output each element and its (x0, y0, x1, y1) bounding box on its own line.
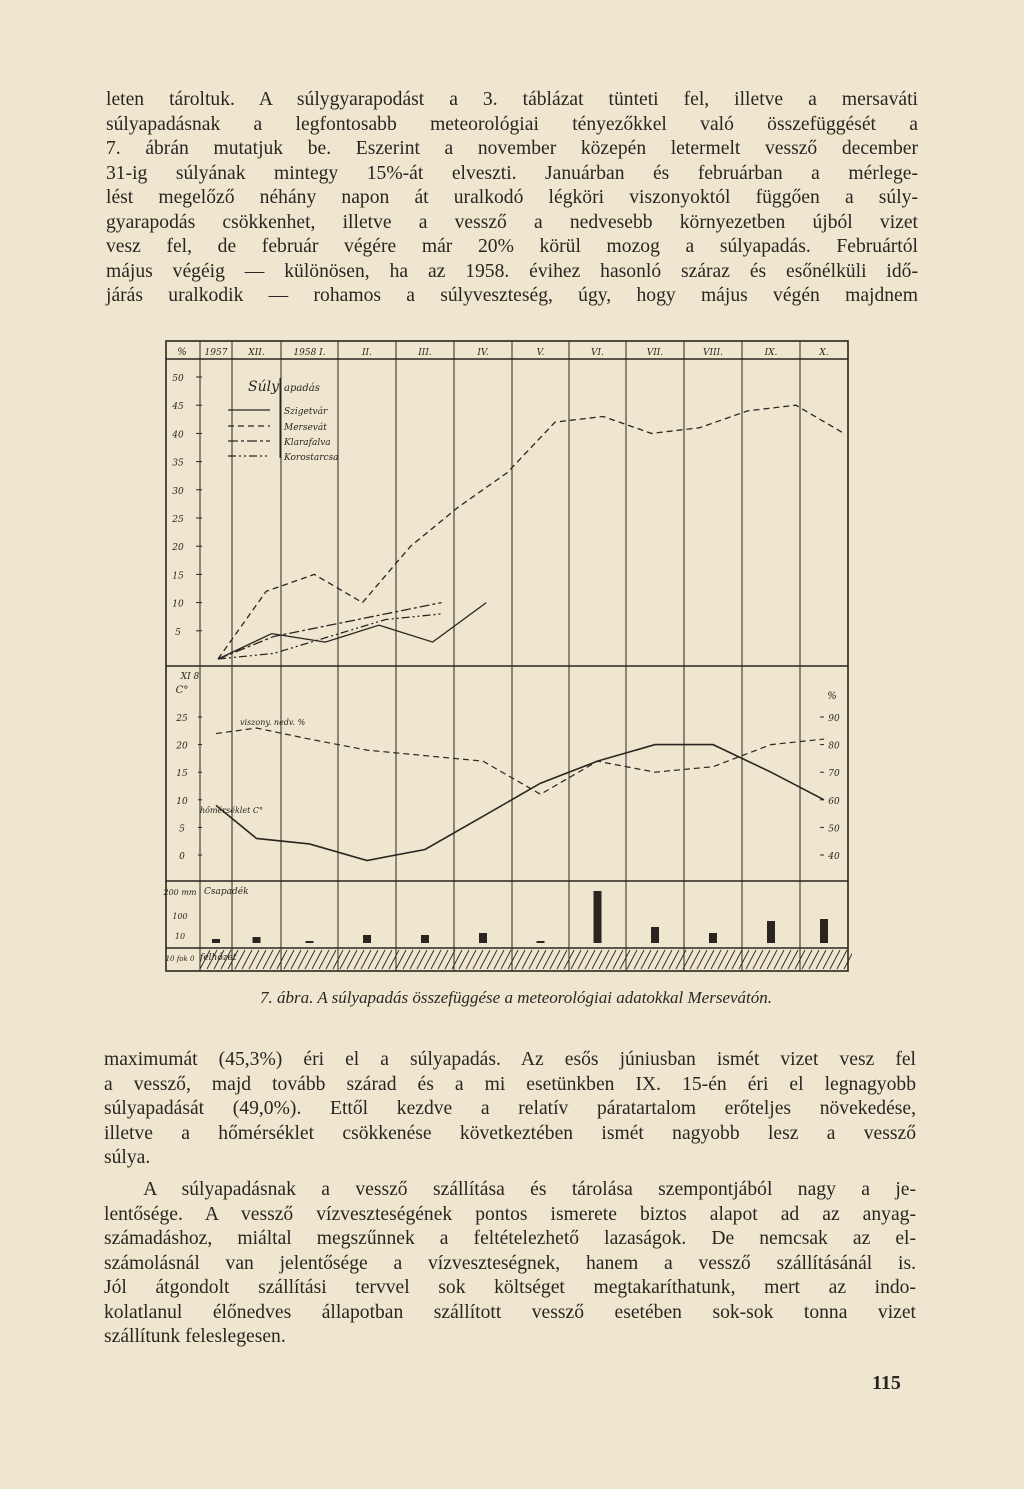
legend-label-szigetvar: Szigetvár (284, 407, 328, 417)
mid-left-unit: C° (175, 685, 189, 696)
mid-right-unit: % (827, 691, 837, 702)
top-axis-tick: 25 (172, 515, 184, 525)
month-label: VII. (646, 348, 664, 358)
top-axis-tick: 20 (172, 543, 184, 554)
month-label: XII. (248, 348, 265, 358)
legend-label-klarafalva: Klarafalva (284, 438, 331, 448)
text-line: illetve a hőmérséklet csökkenése következtében ismét nagyobb lesz a vessző (104, 1122, 916, 1144)
text-line: lentősége. A vessző vízveszteségének pontos ismerete biztos alapot ad az anyag- (104, 1203, 916, 1225)
top-axis-tick: 15 (172, 571, 184, 582)
series-line-szigetvár (218, 603, 486, 659)
mid-right-tick: 50 (828, 824, 840, 835)
precip-bar (479, 933, 487, 943)
mid-left-tick: 20 (176, 741, 188, 752)
month-label: VIII. (702, 348, 724, 358)
top-axis-tick: 35 (172, 458, 184, 469)
top-axis-tick: 5 (175, 627, 181, 638)
text-line: számolásnál van jelentősége a vízveszteségnek, hanem a vessző szállításánál is. (104, 1252, 916, 1274)
figure-caption-text: A súlyapadás összefüggése a meteorológiai adatokkal Mersevátón. (317, 988, 772, 1007)
figure-7-chart (160, 333, 852, 975)
legend-label-korostarcsa: Korostarcsa (284, 453, 339, 463)
top-axis-tick: 30 (172, 486, 184, 497)
figure-caption-number: 7. ábra. (259, 988, 314, 1007)
mid-right-tick: 40 (828, 852, 840, 862)
text-line: számadáshoz, miáltal megszűnnek a feltételezhető lazaságok. De nemcsak az el- (104, 1228, 916, 1249)
text-line: súlyapadását (49,0%). Ettől kezdve a relatív páratartalom erőteljes növekedése, (104, 1098, 916, 1119)
x-start-label: XI 8 (180, 672, 200, 682)
precip-bar (594, 891, 602, 943)
text-line: 31-ig súlyának mintegy 15%-át elveszti. Januárban és februárban a mérlege- (106, 162, 918, 184)
mid-right-tick: 70 (828, 769, 840, 780)
text-line: május végéig — különösen, ha az 1958. évihez hasonló száraz és esőnélküli idő- (106, 260, 918, 282)
cloud-label: felhőzet (200, 953, 237, 963)
precip-scale-mid: 100 (172, 912, 188, 921)
header-unit-label: % (177, 347, 187, 358)
series-line-temperature (216, 745, 824, 861)
month-label: IX. (764, 348, 778, 358)
precip-bar (212, 939, 220, 943)
text-line: A súlyapadásnak a vessző szállítása és tárolása szempontjából nagy a je- (104, 1179, 916, 1200)
text-line: lést megelőző néhány napon át uralkodó légköri viszonyoktól függően a súly- (106, 187, 918, 208)
precip-scale-top: 200 mm (163, 888, 197, 897)
body-paragraph-2 (104, 1048, 916, 1171)
text-line: súlya. (104, 1147, 151, 1168)
text-line: súlyapadásnak a legfontosabb meteorológiai tényezőkkel való összefüggését a (106, 113, 918, 135)
precip-label: Csapadék (204, 887, 249, 897)
mid-left-tick: 0 (179, 852, 185, 862)
precip-bar (820, 919, 828, 943)
text-line: maximumát (45,3%) éri el a súlyapadás. Az esős júniusban ismét vizet vesz fel (104, 1049, 916, 1070)
text-line: 7. ábrán mutatjuk be. Eszerint a november közepén letermelt vessző december (106, 138, 918, 159)
cloud-scale-label: 10 fok 0 (165, 955, 195, 963)
precip-bar (306, 941, 314, 943)
figure-frame (166, 341, 848, 971)
series-line-humidity (216, 728, 824, 794)
figure-caption (160, 988, 872, 1008)
series-line-korostarcsa (218, 614, 442, 659)
mid-left-tick: 25 (176, 714, 188, 724)
precip-bar (253, 937, 261, 943)
mid-right-tick: 80 (828, 741, 840, 752)
month-label: X. (819, 348, 829, 358)
text-line: szállítunk feleslegesen. (104, 1326, 286, 1347)
precip-bar (363, 935, 371, 943)
top-axis-tick: 50 (172, 374, 184, 384)
top-axis-tick: 40 (172, 430, 184, 441)
mid-left-tick: 5 (179, 824, 185, 835)
mid-right-tick: 60 (828, 796, 840, 807)
mid-right-tick: 90 (828, 714, 840, 724)
month-label: 1957 (204, 348, 228, 358)
body-paragraph-3 (104, 1178, 916, 1350)
top-axis-tick: 45 (172, 402, 184, 413)
temperature-series-label: hőmérséklet C° (200, 806, 263, 815)
text-line: vesz fel, de február végére már 20% körül mozog a súlyapadás. Februártól (106, 236, 918, 257)
legend-label-mersevat: Mersevát (284, 423, 327, 433)
month-label: II. (362, 348, 372, 358)
page-number: 115 (872, 1372, 901, 1394)
series-line-klarafalva (218, 603, 442, 659)
precip-scale-low: 10 (174, 932, 186, 941)
month-label: IV. (477, 348, 489, 358)
humidity-series-label: viszony. nedv. % (240, 718, 306, 727)
month-label: VI. (591, 348, 604, 358)
legend-title-b: apadás (284, 383, 320, 394)
precip-bar (537, 941, 545, 943)
text-line: gyarapodás csökkenhet, illetve a vessző a nedvesebb környezetben újból vizet (106, 211, 918, 233)
text-line: a vessző, majd tovább szárad és a mi esetünkben IX. 15-én éri el legnagyobb (104, 1073, 916, 1095)
month-label: V. (536, 348, 545, 358)
legend-title-a: Súly (248, 379, 279, 395)
month-label: 1958 I. (293, 348, 326, 358)
text-line: leten tároltuk. A súlygyarapodást a 3. táblázat tünteti fel, illetve a mersaváti (106, 89, 918, 110)
precip-bar (767, 921, 775, 943)
month-label: III. (418, 348, 432, 358)
mid-left-tick: 10 (176, 796, 188, 807)
body-paragraph-1 (106, 88, 918, 309)
precip-bar (651, 927, 659, 943)
precip-bar (421, 935, 429, 943)
mid-left-tick: 15 (176, 769, 188, 780)
precip-bar (709, 933, 717, 943)
text-line: kolatlanul élőnedves állapotban szállított vessző esetében sok-sok tonna vizet (104, 1301, 916, 1323)
text-line: járás uralkodik — rohamos a súlyveszteség, úgy, hogy május végén majdnem (106, 285, 918, 306)
top-axis-tick: 10 (172, 599, 184, 610)
text-line: Jól átgondolt szállítási tervvel sok költséget megtakaríthatunk, mert az indo- (104, 1277, 916, 1298)
